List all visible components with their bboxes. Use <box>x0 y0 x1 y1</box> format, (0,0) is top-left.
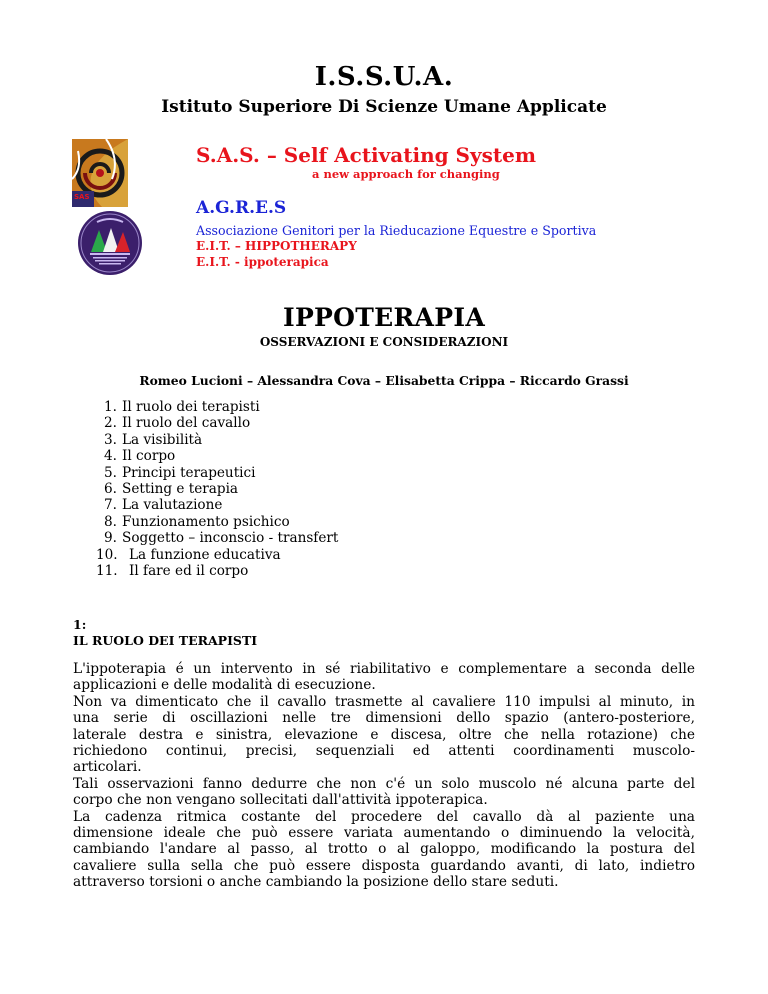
document-authors: Romeo Lucioni – Alessandra Cova – Elisabetta Crippa – Riccardo Grassi <box>139 373 629 388</box>
toc-item-number: 10. <box>96 546 118 563</box>
toc-item <box>104 530 338 546</box>
toc-item-number: 9. <box>104 530 117 547</box>
toc-item-label: La funzione educativa <box>129 546 281 563</box>
toc-item-label: Soggetto – inconscio - transfert <box>122 530 339 547</box>
toc-item-label: La valutazione <box>122 497 223 514</box>
section-number: 1: <box>73 617 87 632</box>
table-of-contents <box>96 399 339 580</box>
toc-item-label: Il fare ed il corpo <box>129 563 249 580</box>
body-line: Tali osservazioni fanno dedurre che non c'é un solo muscolo né alcuna parte del <box>73 775 695 792</box>
toc-item <box>96 547 338 563</box>
section-body <box>73 661 695 890</box>
toc-item-number: 3. <box>104 431 117 448</box>
toc-item-number: 7. <box>104 497 117 514</box>
toc-item-label: Funzionamento psichico <box>122 513 290 530</box>
org-acronym: I.S.S.U.A. <box>314 62 454 92</box>
toc-item-label: Il corpo <box>122 448 176 465</box>
toc-item <box>104 432 338 448</box>
sas-logo <box>72 139 128 207</box>
toc-item-number: 1. <box>104 399 117 415</box>
toc-item-label: La visibilità <box>122 431 203 448</box>
body-line: una serie di oscillazioni nelle tre dimensioni dello spazio (antero-posteriore, <box>73 710 695 727</box>
agres-emblem-icon <box>77 210 143 276</box>
toc-item-label: Setting e terapia <box>122 481 239 498</box>
sas-logo-text: SAS <box>74 193 90 201</box>
toc-item <box>104 481 338 497</box>
eit-hippotherapy: E.I.T. – HIPPOTHERAPY <box>196 239 357 253</box>
toc-item-number: 11. <box>96 563 118 580</box>
body-line: articolari. <box>73 759 142 776</box>
toc-item-number: 6. <box>104 481 117 498</box>
agres-title: A.G.R.E.S <box>196 198 287 218</box>
body-line: cavaliere sulla sella che può essere disposta guardando avanti, di lato, indietro <box>73 857 695 874</box>
body-line: applicazioni e delle modalità di esecuzione. <box>73 677 376 694</box>
toc-item <box>104 497 338 513</box>
document-subtitle: OSSERVAZIONI E CONSIDERAZIONI <box>259 335 509 349</box>
toc-item-number: 4. <box>104 448 117 465</box>
org-name: Istituto Superiore Di Scienze Umane Applicate <box>161 97 607 117</box>
body-line: L'ippoterapia é un intervento in sé riabilitativo e complementare a seconda delle <box>73 661 695 677</box>
toc-item-label: Il ruolo dei terapisti <box>122 399 260 415</box>
toc-item-label: Il ruolo del cavallo <box>122 415 251 432</box>
body-line: La cadenza ritmica costante del procedere del cavallo dà al paziente una <box>73 808 695 825</box>
toc-item <box>96 563 338 579</box>
body-line: dimensione ideale che può essere variata aumentando o diminuendo la velocità, <box>73 824 695 841</box>
body-line: richiedono continui, precisi, sequenziali ed attenti coordinamenti muscolo- <box>73 742 695 759</box>
body-line: corpo che non vengano sollecitati dall'attività ippoterapica. <box>73 792 488 809</box>
toc-item-label: Principi terapeutici <box>122 464 256 481</box>
document-title: IPPOTERAPIA <box>282 303 486 332</box>
toc-item-number: 5. <box>104 464 117 481</box>
toc-item <box>104 448 338 464</box>
agres-full-name: Associazione Genitori per la Rieducazione Equestre e Sportiva <box>196 223 597 238</box>
sas-title: S.A.S. – Self Activating System <box>196 143 537 167</box>
body-line: attraverso torsioni o anche cambiando la posizione dello stare seduti. <box>73 874 559 891</box>
toc-item <box>104 399 338 415</box>
body-line: cambiando l'andare al passo, al trotto o al galoppo, modificando la postura del <box>73 841 695 858</box>
toc-item <box>104 514 338 530</box>
sas-subtitle: a new approach for changing <box>312 167 500 181</box>
toc-item-number: 8. <box>104 513 117 530</box>
eit-ippoterapica: E.I.T. - ippoterapica <box>196 255 329 269</box>
toc-item <box>104 415 338 431</box>
body-line: laterale destra e sinistra, elevazione e discesa, oltre che nella rotazione) che <box>73 726 695 743</box>
toc-item <box>104 465 338 481</box>
body-line: Non va dimenticato che il cavallo trasmette al cavaliere 110 impulsi al minuto, in <box>73 693 695 710</box>
section-title: IL RUOLO DEI TERAPISTI <box>73 633 258 648</box>
toc-item-number: 2. <box>104 415 117 432</box>
agres-logo <box>77 210 143 276</box>
